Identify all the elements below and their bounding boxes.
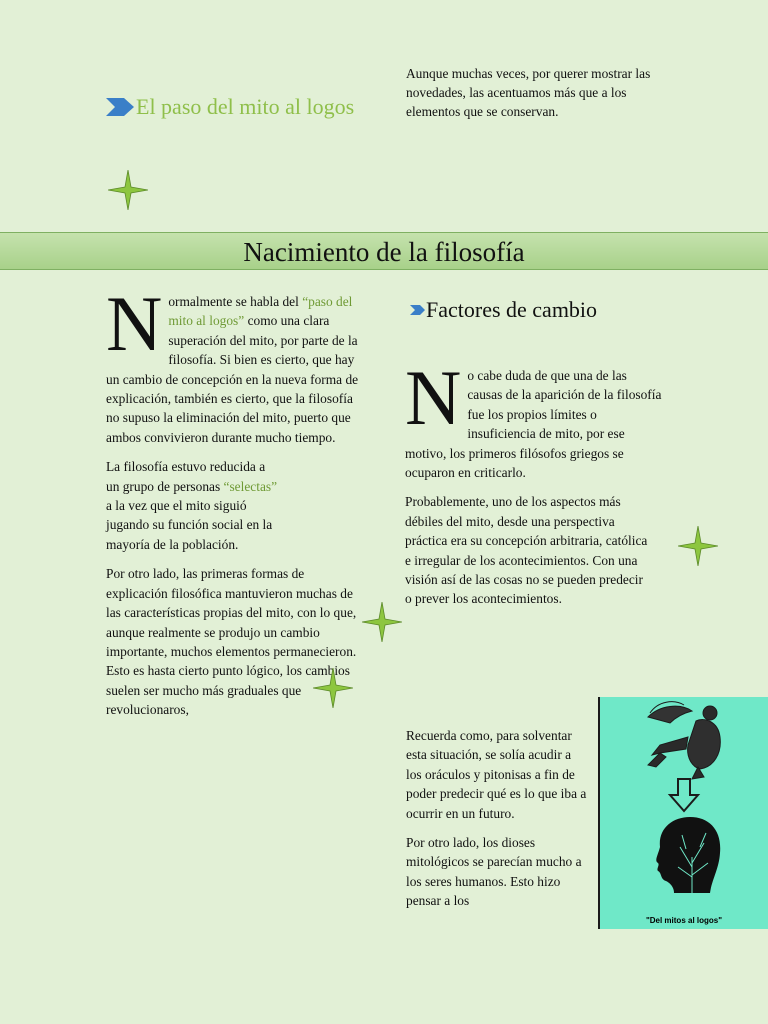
down-arrow-icon [670, 779, 698, 811]
right-paragraph-3: Recuerda como, para solventar esta situación, se solía acudir a los oráculos y pitonisas a fin de poder predecir qué es lo que iba a ocurrir en un futuro. [406, 728, 587, 821]
right-column [405, 354, 663, 609]
left-paragraph-2: La filosofía estuvo reducida a un grupo de personas “selectas” a la vez que el mito siguió jugando su función social en la mayoría de la población. [106, 459, 278, 552]
page-banner [0, 232, 768, 270]
drop-cap: N [405, 354, 462, 441]
star-icon [362, 602, 402, 642]
chevron-right-icon [106, 96, 136, 118]
illustration-svg [600, 697, 768, 917]
head-tree-figure [656, 817, 720, 893]
mito-logos-illustration [598, 697, 768, 929]
right-paragraph-2: Probablemente, uno de los aspectos más débiles del mito, desde una perspectiva práctica era su concepción arbitraria, católica e irregular de los acontecimientos. Con una visión así de las cosas no se pueden predecir o prever los acontecimientos. [405, 494, 648, 607]
star-icon [108, 170, 148, 210]
quote-paso: “paso del mito al logos” [168, 294, 353, 329]
angel-figure [648, 702, 720, 779]
intro-paragraph: Aunque muchas veces, por querer mostrar las novedades, las acentuamos más que a los elementos que se conservan. [406, 66, 651, 119]
drop-cap: N [106, 280, 163, 367]
right-paragraph-1: No cabe duda de que una de las causas de la aparición de la filosofía fue los propios límites o insuficiencia de mito, por ese motivo, los primeros filósofos griegos se ocuparon en criticarlo. [405, 354, 662, 481]
subtitle: Factores de cambio [426, 297, 598, 322]
subtitle-block [410, 296, 670, 324]
left-column [106, 280, 360, 720]
right-lower-column [406, 726, 588, 911]
illustration-caption: "Del mitos al logos" [645, 916, 723, 925]
star-icon [678, 526, 718, 566]
quote-selectas: “selectas” [223, 478, 278, 494]
section-title-block [106, 90, 366, 124]
star-icon [313, 668, 353, 708]
left-paragraph-1: Normalmente se habla del “paso del mito al logos” como una clara superación del mito, por parte de la filosofía. Si bien es cierto, que hay un cambio de concepción en la nueva forma de explicación, también es cierto, que la filosofía no supuso la eliminación del mito, puerto que ambos convivieron durante mucho tiempo. [106, 280, 359, 445]
left-paragraph-3: Por otro lado, las primeras formas de explicación filosófica mantuvieron muchas de las características propias del mito, con lo que, aunque realmente se produjo un cambio importante, muchos elementos permanecieron. Esto es hasta cierto punto lógico, los cambios suelen ser mucho más graduales que revolucionaros, [106, 566, 357, 718]
banner-title: Nacimiento de la filosofía [243, 237, 525, 267]
section-title: El paso del mito al logos [136, 94, 355, 119]
chevron-right-icon [410, 304, 426, 316]
right-paragraph-4: Por otro lado, los dioses mitológicos se parecían mucho a los seres humanos. Esto hizo pensar a los [406, 835, 582, 909]
